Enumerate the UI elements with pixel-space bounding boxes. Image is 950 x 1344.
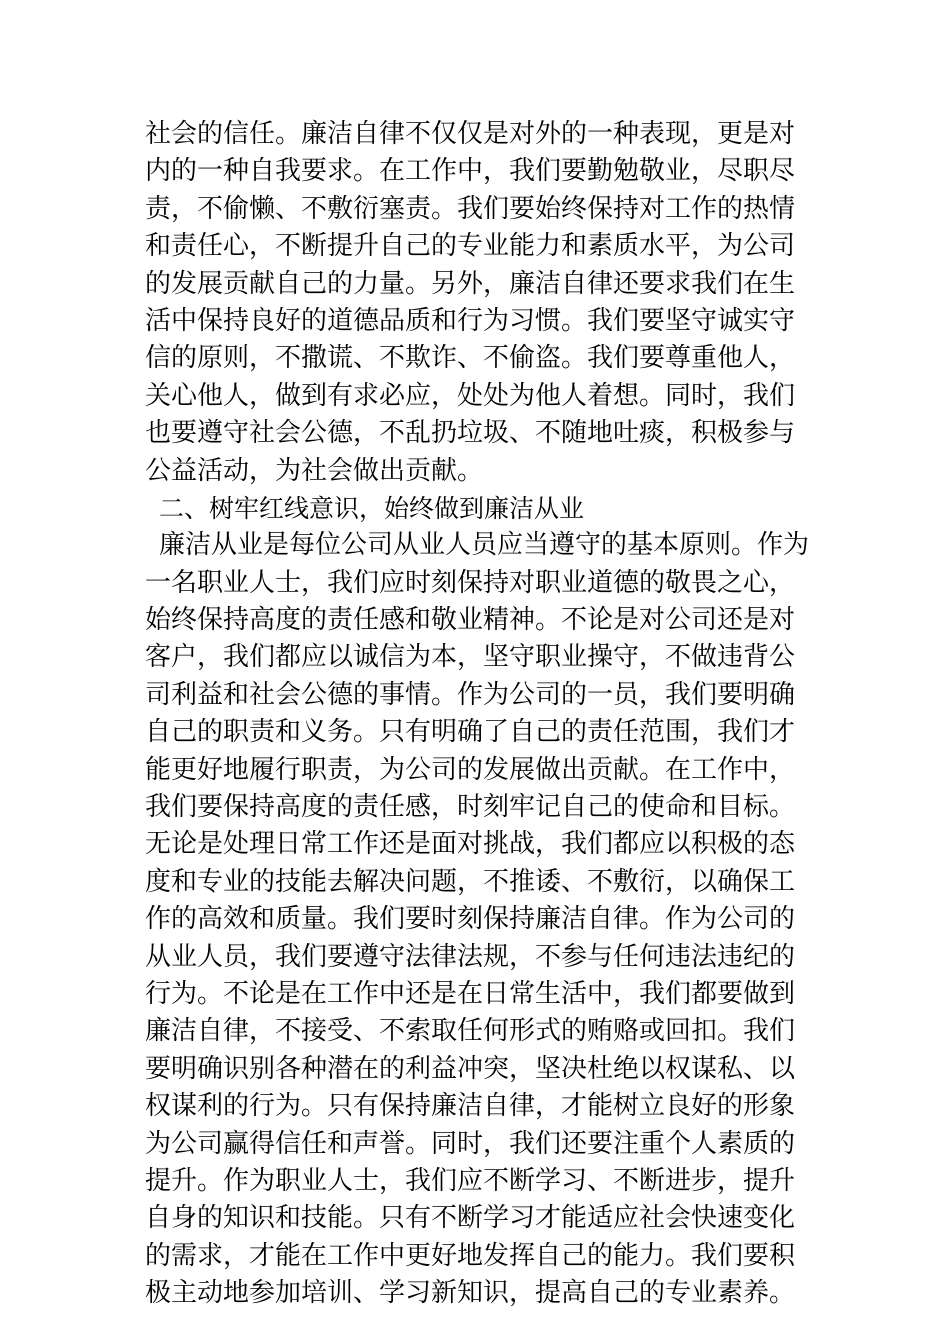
- text-line: 责，不偷懒、不敷衍塞责。我们要始终保持对工作的热情: [145, 193, 796, 224]
- text-line: 司利益和社会公德的事情。作为公司的一员，我们要明确: [145, 679, 796, 710]
- text-line: 无论是处理日常工作还是面对挑战，我们都应以积极的态: [145, 829, 796, 860]
- text-line: 的发展贡献自己的力量。另外，廉洁自律还要求我们在生: [145, 268, 796, 299]
- text-line: 公益活动，为社会做出贡献。: [145, 455, 484, 486]
- text-line: 始终保持高度的责任感和敬业精神。不论是对公司还是对: [145, 605, 796, 636]
- text-line: 能更好地履行职责，为公司的发展做出贡献。在工作中，: [145, 754, 796, 785]
- text-line: 内的一种自我要求。在工作中，我们要勤勉敬业，尽职尽: [145, 156, 796, 187]
- section-heading: 二、树牢红线意识，始终做到廉洁从业: [159, 493, 585, 523]
- text-line: 极主动地参加培训、学习新知识，提高自己的专业素养。: [145, 1278, 796, 1309]
- text-line: 关心他人，做到有求必应，处处为他人着想。同时，我们: [145, 380, 796, 411]
- text-line: 一名职业人士，我们应时刻保持对职业道德的敬畏之心，: [145, 567, 796, 598]
- text-line: 我们要保持高度的责任感，时刻牢记自己的使命和目标。: [145, 792, 796, 823]
- text-line: 自己的职责和义务。只有明确了自己的责任范围，我们才: [145, 717, 796, 748]
- text-line: 社会的信任。廉洁自律不仅仅是对外的一种表现，更是对: [145, 119, 796, 149]
- text-line: 为公司赢得信任和声誉。同时，我们还要注重个人素质的: [145, 1128, 796, 1159]
- text-line: 也要遵守社会公德，不乱扔垃圾、不随地吐痰，积极参与: [145, 418, 796, 449]
- text-line: 提升。作为职业人士，我们应不断学习、不断进步，提升: [145, 1165, 796, 1196]
- text-line: 信的原则，不撒谎、不欺诈、不偷盗。我们要尊重他人，: [145, 343, 796, 374]
- text-line: 自身的知识和技能。只有不断学习才能适应社会快速变化: [145, 1203, 796, 1234]
- text-line: 的需求，才能在工作中更好地发挥自己的能力。我们要积: [145, 1240, 796, 1271]
- text-line: 客户，我们都应以诚信为本，坚守职业操守，不做违背公: [145, 642, 796, 673]
- text-line: 从业人员，我们要遵守法律法规，不参与任何违法违纪的: [145, 941, 796, 972]
- text-line: 廉洁自律，不接受、不索取任何形式的贿赂或回扣。我们: [145, 1016, 796, 1047]
- text-line: 廉洁从业是每位公司从业人员应当遵守的基本原则。作为: [159, 530, 810, 561]
- text-line: 要明确识别各种潜在的利益冲突，坚决杜绝以权谋私、以: [145, 1053, 796, 1084]
- text-line: 作的高效和质量。我们要时刻保持廉洁自律。作为公司的: [145, 904, 796, 935]
- text-line: 行为。不论是在工作中还是在日常生活中，我们都要做到: [145, 978, 796, 1009]
- text-line: 度和专业的技能去解决问题，不推诿、不敷衍，以确保工: [145, 866, 796, 897]
- body-text: [145, 116, 817, 1313]
- text-line: 活中保持良好的道德品质和行为习惯。我们要坚守诚实守: [145, 305, 796, 336]
- text-line: 和责任心，不断提升自己的专业能力和素质水平，为公司: [145, 231, 796, 262]
- text-line: 权谋利的行为。只有保持廉洁自律，才能树立良好的形象: [145, 1091, 796, 1122]
